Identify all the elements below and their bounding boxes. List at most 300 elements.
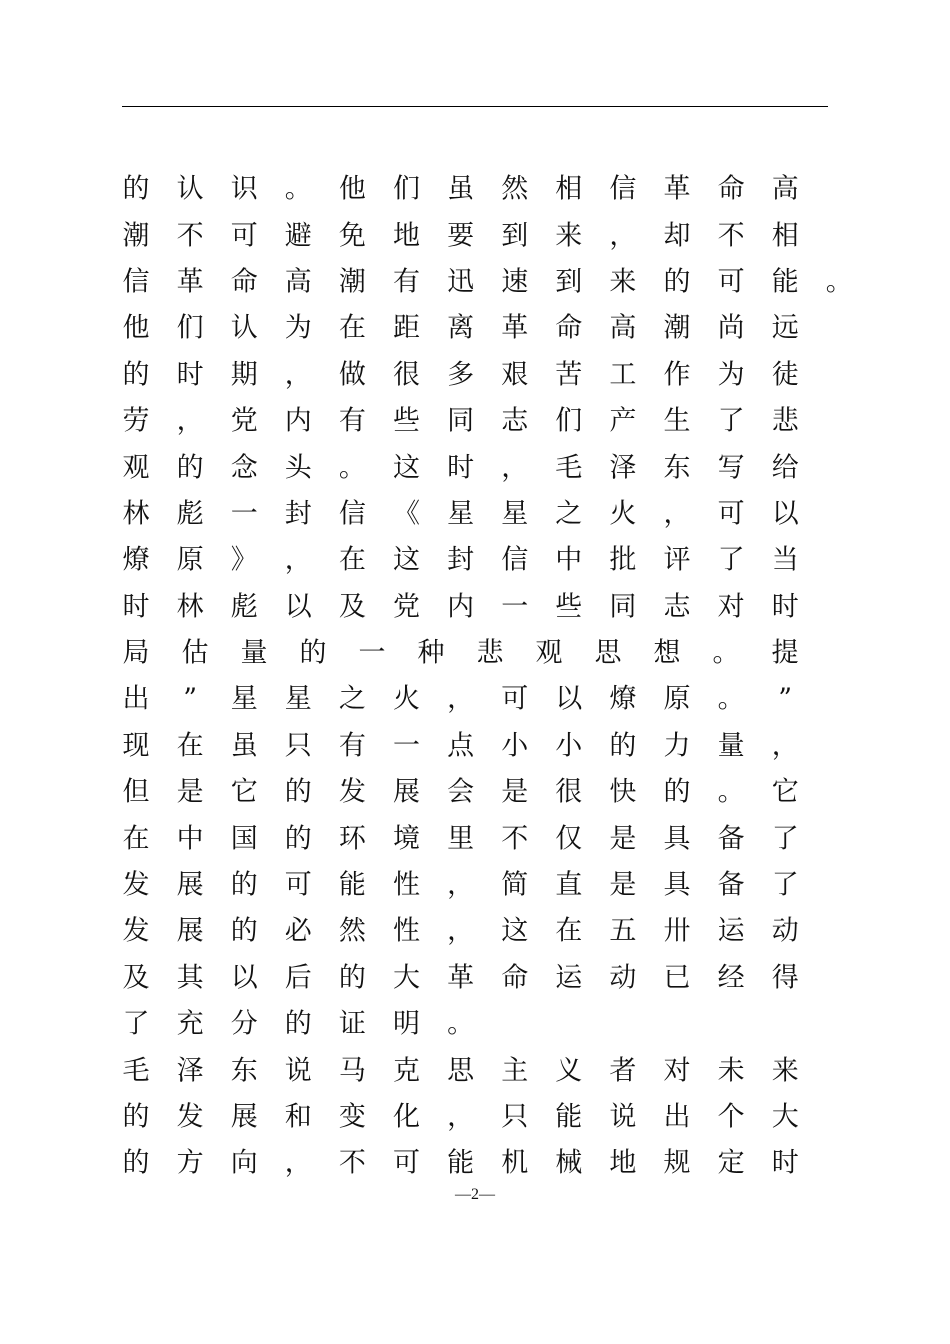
text-line — [122, 1047, 852, 1093]
text-char: 经 — [717, 962, 745, 994]
text-line — [122, 398, 852, 444]
text-char: 林 — [122, 498, 150, 530]
text-char: 革 — [176, 266, 204, 298]
text-char: 力 — [663, 730, 691, 762]
text-line — [122, 491, 852, 537]
text-char: 化 — [393, 1101, 420, 1133]
text-char: 量 — [717, 730, 745, 762]
text-char: 彪 — [176, 498, 204, 530]
text-char: 免 — [338, 220, 366, 252]
text-char: 是 — [501, 776, 529, 808]
text-char: 认 — [176, 173, 204, 205]
text-char: 五 — [609, 915, 637, 947]
text-char: 性 — [393, 869, 420, 901]
text-char: 苦 — [555, 359, 583, 391]
text-char: 对 — [717, 591, 745, 623]
text-char: ， — [284, 1147, 312, 1179]
text-char: 分 — [230, 1008, 258, 1040]
text-char: 但 — [122, 776, 150, 808]
text-char: 批 — [609, 544, 637, 576]
text-char: 不 — [338, 1147, 366, 1179]
text-char: 。 — [717, 776, 745, 808]
text-char: 动 — [771, 915, 799, 947]
text-char: 时 — [176, 359, 204, 391]
text-char: 环 — [338, 823, 366, 855]
text-char: 来 — [609, 266, 637, 298]
text-char: 革 — [447, 962, 475, 994]
text-char: 的 — [122, 1147, 150, 1179]
text-char: 原 — [663, 683, 691, 715]
text-char: 的 — [284, 823, 312, 855]
text-char: 燎 — [122, 544, 150, 576]
text-char: 种 — [417, 637, 445, 669]
text-line — [122, 166, 852, 212]
text-char: 星 — [501, 498, 529, 530]
text-char: 高 — [284, 266, 312, 298]
text-char: 运 — [555, 962, 583, 994]
text-char: 东 — [663, 452, 691, 484]
text-char: 仅 — [555, 823, 583, 855]
text-char: 明 — [393, 1008, 420, 1040]
text-char: 些 — [555, 591, 583, 623]
text-char: 之 — [555, 498, 583, 530]
text-char: 以 — [230, 962, 258, 994]
text-char: 的 — [663, 266, 691, 298]
text-char: 了 — [771, 869, 799, 901]
text-char: 原 — [176, 544, 204, 576]
text-char: 对 — [663, 1055, 691, 1087]
text-char: ， — [284, 359, 312, 391]
text-char: 识 — [230, 173, 258, 205]
text-char: 内 — [284, 405, 312, 437]
text-char: 产 — [609, 405, 637, 437]
text-char: 相 — [771, 220, 799, 252]
text-line — [122, 259, 852, 305]
text-char: 证 — [338, 1008, 366, 1040]
text-char: ， — [447, 869, 475, 901]
text-char: 者 — [609, 1055, 637, 1087]
text-line — [122, 630, 852, 676]
text-char: 展 — [176, 915, 204, 947]
text-char: 了 — [122, 1008, 150, 1040]
text-char: 观 — [122, 452, 150, 484]
text-char: 了 — [717, 405, 745, 437]
text-char: 然 — [501, 173, 529, 205]
text-char: 党 — [230, 405, 258, 437]
text-char: ， — [501, 452, 529, 484]
text-char: 大 — [771, 1101, 799, 1133]
text-char: 。 — [717, 683, 745, 715]
text-char: 能 — [771, 266, 799, 298]
text-char: 信 — [501, 544, 529, 576]
text-char: 潮 — [122, 220, 150, 252]
text-char: 命 — [230, 266, 258, 298]
text-char: 虽 — [447, 173, 475, 205]
text-char: 出 — [122, 683, 150, 715]
text-char: 来 — [555, 220, 583, 252]
text-line — [122, 1140, 852, 1186]
text-char: ， — [663, 498, 691, 530]
text-char: 悲 — [476, 637, 504, 669]
text-char: 得 — [771, 962, 799, 994]
text-char: ， — [447, 683, 475, 715]
text-char: 给 — [771, 452, 799, 484]
text-char: 虽 — [230, 730, 258, 762]
text-char: 离 — [447, 312, 475, 344]
text-line — [122, 908, 852, 954]
text-char: 相 — [555, 173, 583, 205]
text-char: 国 — [230, 823, 258, 855]
text-char: 高 — [771, 173, 799, 205]
text-line — [122, 305, 852, 351]
text-char: 规 — [663, 1147, 691, 1179]
text-char: ， — [447, 1101, 475, 1133]
text-char: 星 — [447, 498, 475, 530]
text-line — [122, 1001, 852, 1047]
text-char: 期 — [230, 359, 258, 391]
text-line — [122, 584, 852, 630]
text-char: 念 — [230, 452, 258, 484]
text-char: 为 — [717, 359, 745, 391]
text-char: 小 — [555, 730, 583, 762]
text-char: 说 — [609, 1101, 637, 1133]
text-char: 以 — [284, 591, 312, 623]
text-char: ” — [778, 683, 793, 715]
text-char: 有 — [338, 405, 366, 437]
text-char: 们 — [393, 173, 420, 205]
text-char: 其 — [176, 962, 204, 994]
text-char: 马 — [338, 1055, 366, 1087]
text-char: 一 — [358, 637, 386, 669]
text-char: 只 — [284, 730, 312, 762]
text-line — [122, 352, 852, 398]
text-char: 党 — [393, 591, 420, 623]
text-char: 火 — [393, 683, 420, 715]
text-char: 性 — [393, 915, 420, 947]
text-char: 能 — [338, 869, 366, 901]
text-char: 不 — [176, 220, 204, 252]
text-char: 作 — [663, 359, 691, 391]
text-char: 具 — [663, 823, 691, 855]
text-char: 主 — [501, 1055, 529, 1087]
text-char: 它 — [230, 776, 258, 808]
text-char: 要 — [447, 220, 475, 252]
text-char: 他 — [338, 173, 366, 205]
text-char: 变 — [338, 1101, 366, 1133]
text-char: ， — [176, 405, 204, 437]
text-char: 信 — [609, 173, 637, 205]
text-char: 写 — [717, 452, 745, 484]
text-char: 毛 — [555, 452, 583, 484]
text-char: 的 — [122, 173, 150, 205]
text-char: 徒 — [771, 359, 799, 391]
text-char: 尚 — [717, 312, 745, 344]
text-char: 的 — [609, 730, 637, 762]
text-char: 未 — [717, 1055, 745, 1087]
text-char: 在 — [338, 544, 366, 576]
text-char: 发 — [122, 869, 150, 901]
text-char: 和 — [284, 1101, 312, 1133]
text-char: 直 — [555, 869, 583, 901]
text-char: 境 — [393, 823, 420, 855]
text-char: 已 — [663, 962, 691, 994]
text-char: 很 — [393, 359, 420, 391]
text-char: ， — [771, 730, 799, 762]
text-char: 快 — [609, 776, 637, 808]
text-line — [122, 212, 852, 258]
text-char: 速 — [501, 266, 529, 298]
text-char: 以 — [771, 498, 799, 530]
header-rule — [122, 106, 828, 107]
text-char: 现 — [122, 730, 150, 762]
text-char: 多 — [447, 359, 475, 391]
text-char: 提 — [771, 637, 799, 669]
text-char: 发 — [338, 776, 366, 808]
text-char: 做 — [338, 359, 366, 391]
text-char: 可 — [717, 498, 745, 530]
text-char: 来 — [771, 1055, 799, 1087]
text-char: 当 — [771, 544, 799, 576]
text-char: 及 — [122, 962, 150, 994]
text-char: 这 — [501, 915, 529, 947]
text-char: 的 — [176, 452, 204, 484]
text-char: 信 — [338, 498, 366, 530]
text-char: 火 — [609, 498, 637, 530]
text-char: 。 — [284, 173, 312, 205]
text-char: 思 — [447, 1055, 475, 1087]
text-char: 的 — [230, 869, 258, 901]
text-char: 。 — [825, 266, 853, 298]
text-char: 以 — [555, 683, 583, 715]
text-char: 克 — [393, 1055, 420, 1087]
text-char: 同 — [447, 405, 475, 437]
text-char: 它 — [771, 776, 799, 808]
text-char: 艰 — [501, 359, 529, 391]
text-char: 具 — [663, 869, 691, 901]
text-char: 观 — [535, 637, 563, 669]
text-char: 信 — [122, 266, 150, 298]
text-char: 很 — [555, 776, 583, 808]
text-char: 卅 — [663, 915, 691, 947]
text-char: ， — [284, 544, 312, 576]
text-char: 一 — [393, 730, 420, 762]
text-char: 这 — [393, 452, 420, 484]
text-char: 会 — [447, 776, 475, 808]
text-line — [122, 537, 852, 583]
text-char: 必 — [284, 915, 312, 947]
text-char: 头 — [284, 452, 312, 484]
text-char: 的 — [122, 1101, 150, 1133]
text-char: 在 — [176, 730, 204, 762]
text-char: 这 — [393, 544, 420, 576]
text-char: 大 — [393, 962, 420, 994]
text-char: 的 — [299, 637, 327, 669]
text-char: 《 — [393, 498, 420, 530]
text-char: 潮 — [338, 266, 366, 298]
text-char: 定 — [717, 1147, 745, 1179]
text-char: 工 — [609, 359, 637, 391]
text-char: 地 — [393, 220, 420, 252]
text-char: 了 — [717, 544, 745, 576]
text-char: 可 — [717, 266, 745, 298]
text-char: 彪 — [230, 591, 258, 623]
text-char: 命 — [555, 312, 583, 344]
text-char: 毛 — [122, 1055, 150, 1087]
text-char: 到 — [555, 266, 583, 298]
text-char: 向 — [230, 1147, 258, 1179]
text-char: 却 — [663, 220, 691, 252]
text-char: 在 — [122, 823, 150, 855]
text-char: 有 — [338, 730, 366, 762]
text-char: 说 — [284, 1055, 312, 1087]
text-char: 高 — [609, 312, 637, 344]
text-char: 在 — [338, 312, 366, 344]
text-char: 简 — [501, 869, 529, 901]
text-char: 不 — [501, 823, 529, 855]
text-char: 的 — [230, 915, 258, 947]
text-char: 小 — [501, 730, 529, 762]
text-char: 局 — [122, 637, 150, 669]
text-char: 评 — [663, 544, 691, 576]
text-char: 星 — [284, 683, 312, 715]
text-line — [122, 723, 852, 769]
text-line — [122, 815, 852, 861]
text-char: 。 — [712, 637, 740, 669]
text-char: 到 — [501, 220, 529, 252]
text-line — [122, 862, 852, 908]
text-char: 他 — [122, 312, 150, 344]
text-char: 估 — [181, 637, 209, 669]
text-char: 的 — [338, 962, 366, 994]
text-line — [122, 1094, 852, 1140]
text-char: 展 — [230, 1101, 258, 1133]
text-char: 。 — [338, 452, 366, 484]
text-char: 们 — [555, 405, 583, 437]
text-char: 里 — [447, 823, 475, 855]
text-char: 发 — [122, 915, 150, 947]
text-char: 能 — [447, 1147, 475, 1179]
text-char: 时 — [771, 591, 799, 623]
text-char: 是 — [609, 823, 637, 855]
text-char: 星 — [230, 683, 258, 715]
text-line — [122, 676, 852, 722]
text-char: 机 — [501, 1147, 529, 1179]
text-char: 志 — [663, 591, 691, 623]
text-char: 然 — [338, 915, 366, 947]
text-char: 认 — [230, 312, 258, 344]
text-char: 时 — [771, 1147, 799, 1179]
text-char: 们 — [176, 312, 204, 344]
text-char: 泽 — [609, 452, 637, 484]
text-line — [122, 444, 852, 490]
text-char: 燎 — [609, 683, 637, 715]
text-char: 劳 — [122, 405, 150, 437]
text-char: 方 — [176, 1147, 204, 1179]
text-char: 》 — [230, 544, 258, 576]
text-char: 思 — [594, 637, 622, 669]
text-char: 潮 — [663, 312, 691, 344]
text-char: 迅 — [447, 266, 475, 298]
text-char: 可 — [393, 1147, 420, 1179]
text-char: 革 — [663, 173, 691, 205]
text-char: 。 — [447, 1008, 475, 1040]
text-char: 距 — [393, 312, 420, 344]
text-char: 后 — [284, 962, 312, 994]
text-char: 悲 — [771, 405, 799, 437]
text-char: 义 — [555, 1055, 583, 1087]
text-char: 的 — [663, 776, 691, 808]
page-number: —2— — [455, 1186, 495, 1203]
text-char: 封 — [284, 498, 312, 530]
text-char: 个 — [717, 1101, 745, 1133]
text-char: 充 — [176, 1008, 204, 1040]
text-char: 可 — [284, 869, 312, 901]
text-char: 一 — [501, 591, 529, 623]
text-char: 中 — [555, 544, 583, 576]
text-char: 些 — [393, 405, 420, 437]
text-char: 地 — [609, 1147, 637, 1179]
text-char: 时 — [122, 591, 150, 623]
text-char: 出 — [663, 1101, 691, 1133]
text-char: 只 — [501, 1101, 529, 1133]
text-char: 运 — [717, 915, 745, 947]
text-char: 中 — [176, 823, 204, 855]
text-char: 志 — [501, 405, 529, 437]
text-char: 发 — [176, 1101, 204, 1133]
text-char: 及 — [338, 591, 366, 623]
text-char: 之 — [338, 683, 366, 715]
text-char: 为 — [284, 312, 312, 344]
text-char: 能 — [555, 1101, 583, 1133]
text-char: 生 — [663, 405, 691, 437]
text-char: 量 — [240, 637, 268, 669]
text-char: 可 — [230, 220, 258, 252]
text-char: 了 — [771, 823, 799, 855]
text-char: 时 — [447, 452, 475, 484]
text-line — [122, 955, 852, 1001]
text-char: 东 — [230, 1055, 258, 1087]
text-char: ， — [447, 915, 475, 947]
text-char: 不 — [717, 220, 745, 252]
text-char: 械 — [555, 1147, 583, 1179]
text-char: 是 — [176, 776, 204, 808]
text-char: 命 — [717, 173, 745, 205]
text-char: ” — [183, 683, 197, 715]
text-char: 的 — [284, 776, 312, 808]
text-char: 同 — [609, 591, 637, 623]
text-char: 在 — [555, 915, 583, 947]
text-char: 一 — [230, 498, 258, 530]
body-text — [122, 166, 852, 1187]
text-char: 避 — [284, 220, 312, 252]
text-char: 动 — [609, 962, 637, 994]
text-line — [122, 769, 852, 815]
text-char: 革 — [501, 312, 529, 344]
text-char: 有 — [393, 266, 420, 298]
text-char: 是 — [609, 869, 637, 901]
text-char: 的 — [284, 1008, 312, 1040]
text-char: 林 — [176, 591, 204, 623]
text-char: ， — [609, 220, 637, 252]
text-char: 的 — [122, 359, 150, 391]
text-char: 命 — [501, 962, 529, 994]
text-char: 可 — [501, 683, 529, 715]
text-char: 备 — [717, 869, 745, 901]
text-char: 封 — [447, 544, 475, 576]
text-char: 展 — [176, 869, 204, 901]
text-char: 内 — [447, 591, 475, 623]
text-char: 泽 — [176, 1055, 204, 1087]
